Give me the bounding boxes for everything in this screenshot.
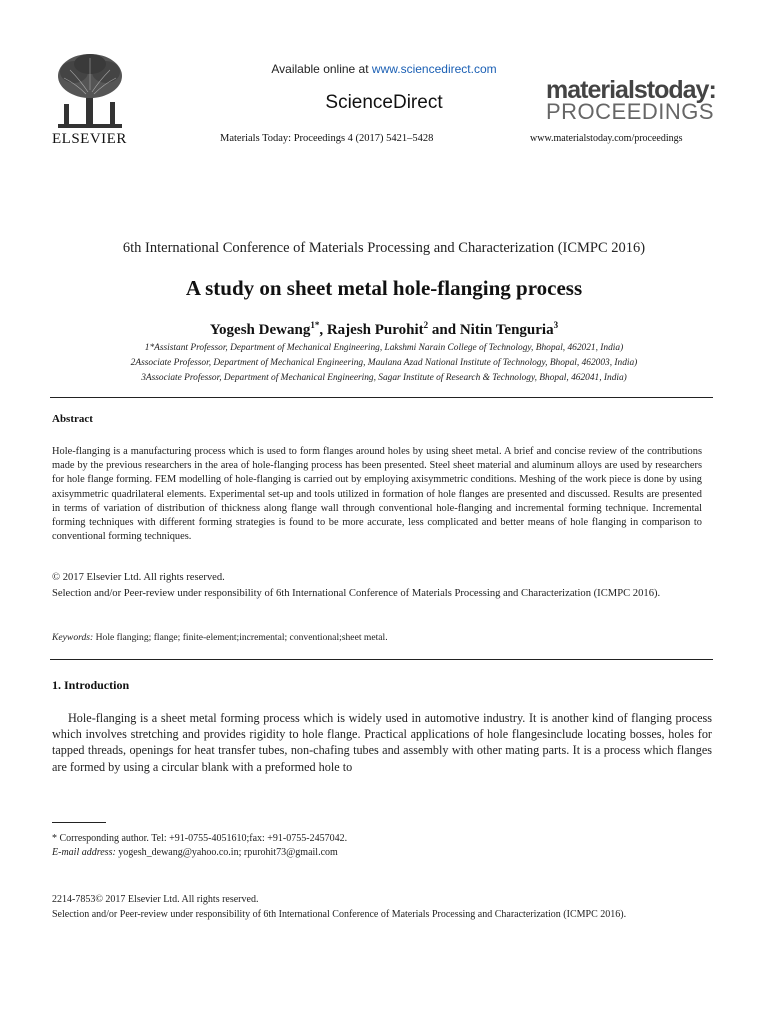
email-addresses[interactable]: yogesh_dewang@yahoo.co.in; rpurohit73@gmail.com xyxy=(115,847,338,858)
conference-name: 6th International Conference of Materials Processing and Characterization (ICMPC 2016) xyxy=(122,240,646,256)
materials-today-logo xyxy=(546,78,717,123)
publisher-name: ELSEVIER xyxy=(52,131,127,147)
corresponding-author-footnote: * Corresponding author. Tel: +91-0755-4051610;fax: +91-0755-2457042. xyxy=(52,833,348,844)
email-label: E-mail address: xyxy=(52,847,116,858)
bottom-peer-review-line: Selection and/or Peer-review under responsibility of 6th International Conference of Materials Processing and Characterization (ICMPC 2016). xyxy=(52,909,627,920)
keywords-label: Keywords: xyxy=(52,632,94,643)
logo-colon: : xyxy=(708,76,717,104)
keywords-text: Hole flanging; flange; finite-element;incremental; conventional;sheet metal. xyxy=(95,632,388,643)
author-name: and Nitin Tenguria xyxy=(428,322,554,338)
footnote-rule xyxy=(52,822,106,823)
logo-proceedings: PROCEEDINGS xyxy=(546,99,715,124)
issn-line: 2214-7853© 2017 Elsevier Ltd. All rights reserved. xyxy=(52,894,259,905)
abstract-heading: Abstract xyxy=(52,413,93,425)
journal-url[interactable]: www.materialstoday.com/proceedings xyxy=(530,133,683,144)
paper-title: A study on sheet metal hole-flanging process xyxy=(185,276,583,300)
abstract-text: Hole-flanging is a manufacturing process which is used to form flanges around holes by using sheet metal. A brief and concise review of the contributions made by the previous researchers in the area of hole-flanging process has been presented. Steel sheet material and aluminum alloys are used by researchers for hole flange forming. FEM modelling of hole-flanging is carried out by employing axisymmetric conditions. Meshing of the work piece is done by using axisymmetric quadrilateral elements. Experimental set-up and tools utilized in formation of hole flanges are presented and discussed. Results are presented in terms of variation of distribution of thickness along flange wall through conventional hole-flanging and incremental forming technique. Incremental forming techniques with different forming strategies is found to be more accurate, less complicated and better means of hole flanging in comparison to conventional forming techniques. xyxy=(52,446,702,543)
author-superscript: 1* xyxy=(310,320,320,330)
sciencedirect-title: ScienceDirect xyxy=(325,92,443,113)
available-online-line xyxy=(0,62,768,76)
author-superscript: 3 xyxy=(553,320,559,330)
author-list xyxy=(0,320,768,339)
introduction-heading: 1. Introduction xyxy=(52,678,130,692)
author-name: , Rajesh Purohit xyxy=(319,322,424,338)
divider xyxy=(50,397,713,398)
affiliation-1: 1*Assistant Professor, Department of Mechanical Engineering, Lakshmi Narain College of Technology, Bhopal, 462021, India) xyxy=(144,343,624,353)
peer-review-line: Selection and/or Peer-review under responsibility of 6th International Conference of Materials Processing and Characterization (ICMPC 2016). xyxy=(52,588,661,599)
keywords-line xyxy=(52,632,388,643)
author-superscript: 2 xyxy=(423,320,429,330)
copyright-line: © 2017 Elsevier Ltd. All rights reserved. xyxy=(52,572,225,583)
sciencedirect-link[interactable]: www.sciencedirect.com xyxy=(371,62,497,76)
logo-materialstoday: materialstoday xyxy=(546,76,709,104)
journal-reference: Materials Today: Proceedings 4 (2017) 5421–5428 xyxy=(220,133,434,144)
divider xyxy=(50,659,713,660)
introduction-text: Hole-flanging is a sheet metal forming process which is widely used in automotive industry. It is another kind of flanging process which involves stretching and provides rigidity to hole flange. Practical applications of hole flangesinclude locating bosses, holes for tapped threads, openings for heat transfer tubes, non-chafing tubes and assembly with other mating parts. It is a process which flanges are formed by using a circular blank with a preformed hole to xyxy=(52,711,712,774)
affiliation-2: 2Associate Professor, Department of Mechanical Engineering, Maulana Azad National Institute of Technology, Bhopal, 462003, India) xyxy=(130,358,638,368)
available-online-label: Available online at xyxy=(271,62,372,76)
email-footnote xyxy=(52,847,338,858)
author-name: Yogesh Dewang xyxy=(209,322,311,338)
affiliation-3: 3Associate Professor, Department of Mechanical Engineering, Sagar Institute of Research & Technology, Bhopal, 462041, India) xyxy=(141,373,627,383)
